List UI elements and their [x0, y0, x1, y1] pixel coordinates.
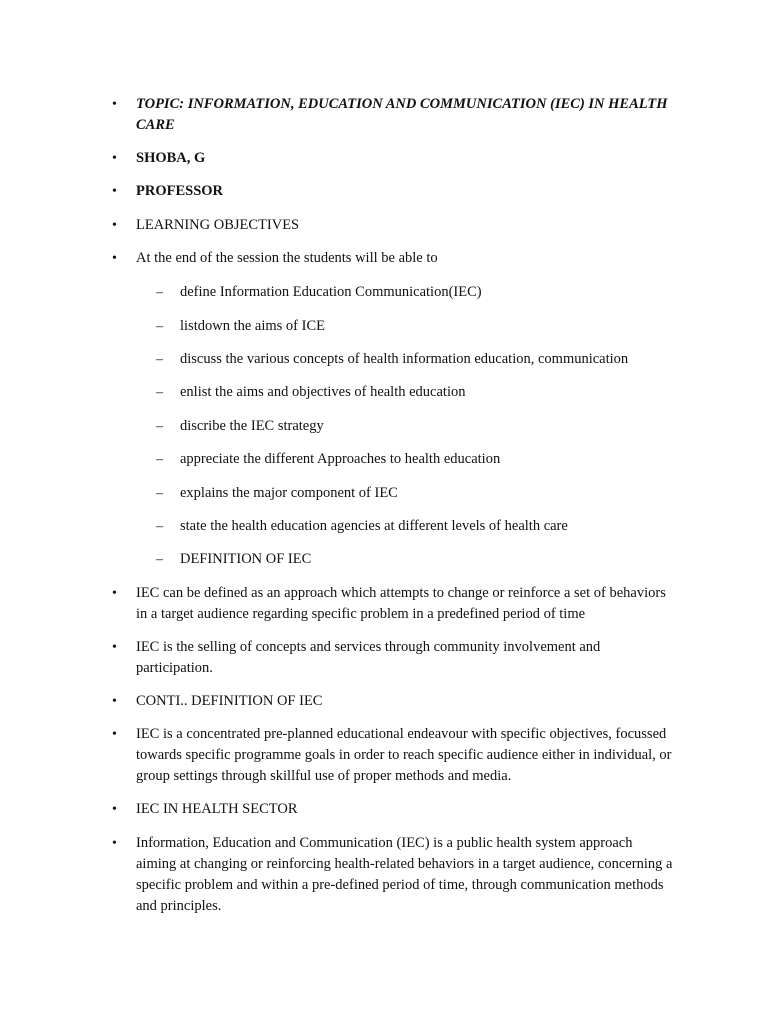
topic-title: TOPIC: INFORMATION, EDUCATION AND COMMUNICATION (IEC) IN HEALTH CARE: [136, 96, 668, 133]
bullet-icon: •: [112, 97, 117, 112]
dash-icon: –: [156, 486, 163, 501]
objective-text: discuss the various concepts of health information education, communication: [180, 351, 629, 367]
dash-icon: –: [156, 552, 163, 567]
bullet-icon: •: [112, 251, 117, 266]
dash-icon: –: [156, 419, 163, 434]
objective-text: enlist the aims and objectives of health education: [180, 384, 466, 400]
objective-text: DEFINITION OF IEC: [180, 551, 312, 567]
bullet-icon: •: [112, 218, 117, 233]
objective-text: state the health education agencies at different levels of health care: [180, 518, 568, 534]
bullet-icon: •: [112, 184, 117, 199]
definition-text: IEC is a concentrated pre-planned educational endeavour with specific objectives, focussed towards specific programme goals in order to reach specific audience either in individual, or group settings through skillful use of proper methods and media.: [136, 726, 672, 784]
definition-text: IEC can be defined as an approach which attempts to change or reinforce a set of behaviors in a target audience regarding specific problem in a predefined period of time: [136, 585, 666, 622]
objective-text: explains the major component of IEC: [180, 485, 398, 501]
bullet-icon: •: [112, 694, 117, 709]
objectives-intro: At the end of the session the students will be able to: [136, 250, 438, 266]
learning-objectives-heading: LEARNING OBJECTIVES: [136, 217, 300, 233]
health-sector-heading: IEC IN HEALTH SECTOR: [136, 801, 298, 817]
author-name: SHOBA, G: [136, 150, 206, 166]
bullet-icon: •: [112, 802, 117, 817]
health-sector-text: Information, Education and Communication (IEC) is a public health system approach aiming at changing or reinforcing health-related behaviors in a target audience, concerning a specific problem and within a pre-defined period of time, through communication methods and principles.: [136, 835, 673, 914]
bullet-icon: •: [112, 836, 117, 851]
bullet-icon: •: [112, 640, 117, 655]
objective-text: appreciate the different Approaches to health education: [180, 451, 501, 467]
bullet-icon: •: [112, 727, 117, 742]
dash-icon: –: [156, 385, 163, 400]
author-designation: PROFESSOR: [136, 183, 224, 199]
dash-icon: –: [156, 519, 163, 534]
dash-icon: –: [156, 285, 163, 300]
definition-text: IEC is the selling of concepts and services through community involvement and participation.: [136, 639, 601, 676]
conti-heading: CONTI.. DEFINITION OF IEC: [136, 693, 323, 709]
dash-icon: –: [156, 452, 163, 467]
dash-icon: –: [156, 352, 163, 367]
objective-text: listdown the aims of ICE: [180, 318, 325, 334]
objective-text: define Information Education Communication(IEC): [180, 284, 482, 300]
bullet-icon: •: [112, 151, 117, 166]
bullet-icon: •: [112, 586, 117, 601]
objective-text: discribe the IEC strategy: [180, 418, 324, 434]
dash-icon: –: [156, 319, 163, 334]
